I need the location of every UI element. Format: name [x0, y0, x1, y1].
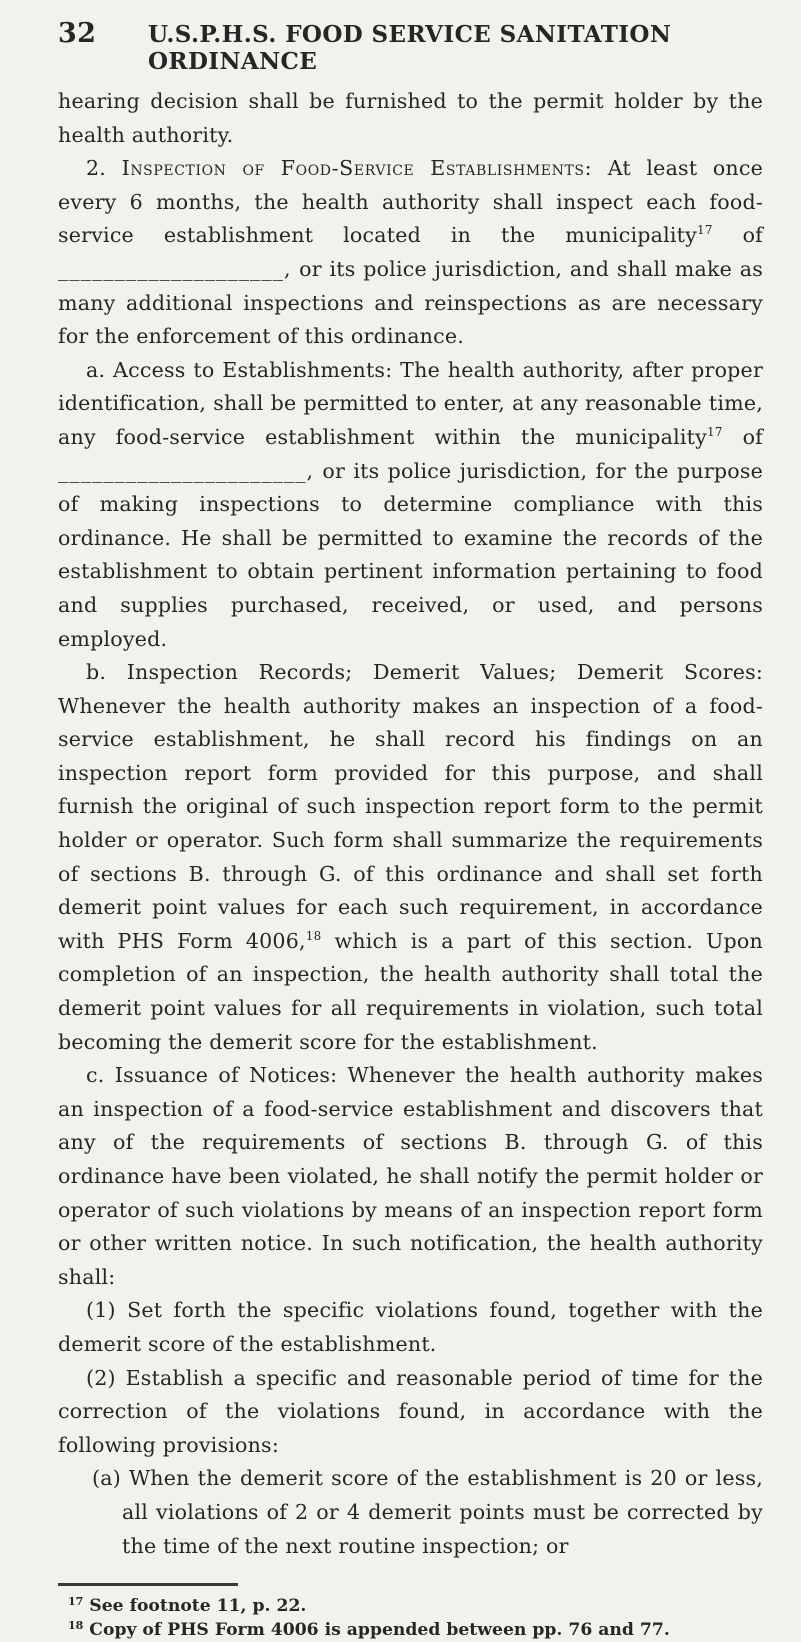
- footnote-text: Copy of PHS Form 4006 is appended between pp. 76 and 77.: [89, 1620, 670, 1641]
- blank-line: ______________________,: [58, 458, 315, 483]
- paragraph-a-access: [58, 354, 763, 656]
- paragraph-b-inspection-records: [58, 656, 763, 1059]
- running-title: U.S.P.H.S. FOOD SERVICE SANITATION ORDINANCE: [148, 21, 672, 75]
- section-2-heading: Inspection of Food-Service Establishments:: [121, 156, 593, 181]
- paragraph-b-text-a: b. Inspection Records; Demerit Values; Demerit Scores: Whenever the health authority makes an inspection of a food-service establishment, he shall record his findings on an inspection report form provided for this purpose, and shall furnish the original of such inspection report form to the permit holder or operator. Such form shall summarize the requirements of sections B. through G. of this ordinance and shall set forth demerit point values for each such requirement, in accordance with PHS Form 4006,: [58, 660, 763, 953]
- section-2-number: 2.: [86, 156, 107, 181]
- paragraph-c-notices: c. Issuance of Notices: Whenever the health authority makes an inspection of a food-service establishment and discovers that any of the requirements of sections B. through G. of this ordinance have been violated, he shall notify the permit holder or operator of such violations by means of an inspection report form or other written notice. In such notification, the health authority shall:: [58, 1063, 763, 1289]
- paragraph-c1: (1) Set forth the specific violations found, together with the demerit score of the establishment.: [58, 1298, 763, 1356]
- section-2-text-b: of: [742, 223, 763, 248]
- section-2-text-a: At least once every 6 months, the health authority shall inspect each food-service establishment located in the municipality: [58, 156, 764, 248]
- paragraph-c2: (2) Establish a specific and reasonable period of time for the correction of the violations found, in accordance with the following provisions:: [58, 1365, 763, 1457]
- footnote-ref-17: 17: [696, 223, 713, 238]
- footnote-18: [68, 1618, 763, 1642]
- footnote-text: See footnote 11, p. 22.: [89, 1596, 307, 1617]
- footnote-mark: 18: [68, 1619, 84, 1633]
- paragraph-a-text-a: a. Access to Establishments: The health authority, after proper identification, shall be permitted to enter, at any reasonable time, any food-service establishment within the municipality: [58, 357, 763, 449]
- paragraph-section-2: [58, 152, 763, 354]
- footnotes: [58, 1594, 763, 1642]
- blank-line: ____________________,: [58, 256, 292, 281]
- paragraph-continuation: hearing decision shall be furnished to the permit holder by the health authority.: [58, 89, 763, 147]
- section-2-text-c: or its police jurisdiction, and shall make as many additional inspections and reinspections as are necessary for the enforcement of this ordinance.: [58, 256, 763, 349]
- paragraph-c2a: (a) When the demerit score of the establishment is 20 or less, all violations of 2 or 4 demerit points must be corrected by the time of the next routine inspection; or: [92, 1466, 763, 1558]
- footnote-ref-17: 17: [707, 424, 723, 439]
- footnote-17: [68, 1594, 763, 1618]
- page-number: 32: [58, 18, 97, 49]
- paragraph-a-text-c: or its police jurisdiction, for the purpose of making inspections to determine compliance with this ordinance. He shall be permitted to examine the records of the establishment to obtain pertinent information pertaining to food and supplies purchased, received, or used, and persons employed.: [58, 458, 764, 651]
- footnote-mark: 17: [68, 1595, 84, 1609]
- footnote-ref-18: 18: [305, 928, 322, 943]
- paragraph-b-text-b: which is a part of this section. Upon completion of an inspection, the health authority shall total the demerit point values for all requirements in violation, such total becoming the demerit score for the establishment.: [58, 928, 763, 1054]
- footnote-rule: [58, 1583, 238, 1586]
- body-text: [58, 85, 763, 1563]
- paragraph-a-text-b: of: [742, 424, 763, 449]
- running-head: [58, 18, 763, 75]
